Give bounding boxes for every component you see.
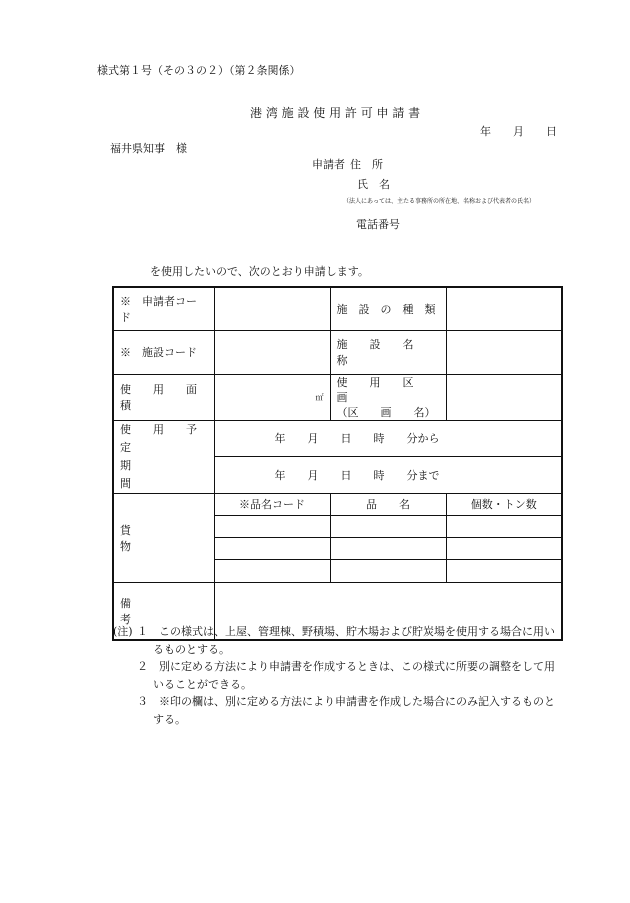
cargo-label: 貨 物 [113,493,214,582]
period-to-text: 年 月 日 時 分まで [274,468,440,482]
cargo-quantity-cell[interactable] [446,559,562,582]
note-1-line1: この様式は、上屋、管理棟、野積場、貯木場および貯炭場を使用する場合に用い [159,625,555,638]
address-label: 住 所 [350,158,383,171]
cargo-name-cell[interactable] [330,515,446,537]
note-1-num: １ [137,625,148,638]
area-unit: ㎡ [315,392,324,402]
usage-section-field[interactable] [446,374,562,420]
applicant-code-field[interactable] [214,287,330,330]
cargo-header-code: ※品名コード [214,493,330,515]
period-from-field[interactable] [214,420,562,457]
cargo-header-quantity: 個数・トン数 [446,493,562,515]
usage-section-label [330,374,446,420]
period-to-field[interactable] [214,457,562,494]
note-3 [137,693,555,729]
cargo-code-cell[interactable] [214,537,330,559]
application-table [112,286,563,641]
cargo-code-cell[interactable] [214,559,330,582]
phone-label: 電話番号 [356,218,400,231]
note-1-line2: るものとする。 [153,643,230,656]
period-from-text: 年 月 日 時 分から [274,432,440,446]
note-2-line2: いることができる。 [153,678,252,691]
period-label-line1: 使 用 予 定 [120,422,219,454]
applicant-code-label: ※ 申請者コード [113,287,214,330]
corp-note: （法人にあっては、主たる事務所の所在地、名称および代表者の氏名） [343,198,535,205]
note-2-num: ２ [137,660,148,673]
facility-type-label: 施 設 の 種 類 [330,287,446,330]
period-label-line2: 期 間 [120,458,208,490]
usage-section-line1: 使 用 区 画 [336,375,436,404]
addressee: 福井県知事 様 [110,142,187,155]
note-3-line1: ※印の欄は、別に定める方法により申請書を作成した場合にのみ記入するものと [159,695,555,708]
facility-code-field[interactable] [214,330,330,374]
notes-prefix: (注) [113,625,133,638]
cargo-quantity-cell[interactable] [446,515,562,537]
facility-name-field[interactable] [446,330,562,374]
remarks-label: 備 考 [113,582,214,640]
note-1 [137,623,555,659]
page-title: 港 湾 施 設 使 用 許 可 申 請 書 [250,106,421,120]
usage-area-field[interactable] [214,374,330,420]
note-2 [137,658,555,694]
usage-section-line2: （区 画 名） [336,405,436,419]
intro-text: を使用したいので、次のとおり申請します。 [150,265,369,278]
date-line: 年 月 日 [480,125,557,138]
facility-type-field[interactable] [446,287,562,330]
usage-area-label: 使 用 面 積 [113,374,214,420]
cargo-header-name: 品 名 [330,493,446,515]
cargo-code-cell[interactable] [214,515,330,537]
period-label [113,420,219,493]
note-3-line2: する。 [153,713,186,726]
cargo-name-cell[interactable] [330,537,446,559]
cargo-name-cell[interactable] [330,559,446,582]
cargo-quantity-cell[interactable] [446,537,562,559]
facility-name-label: 施 設 名 称 [330,330,446,374]
facility-code-label: ※ 施設コード [113,330,214,374]
note-3-num: ３ [137,695,148,708]
name-label: 氏 名 [357,178,390,191]
applicant-label: 申請者 [312,158,345,171]
note-2-line1: 別に定める方法により申請書を作成するときは、この様式に所要の調整をして用 [159,660,555,673]
form-id: 様式第１号（その３の２）（第２条関係） [97,64,301,77]
